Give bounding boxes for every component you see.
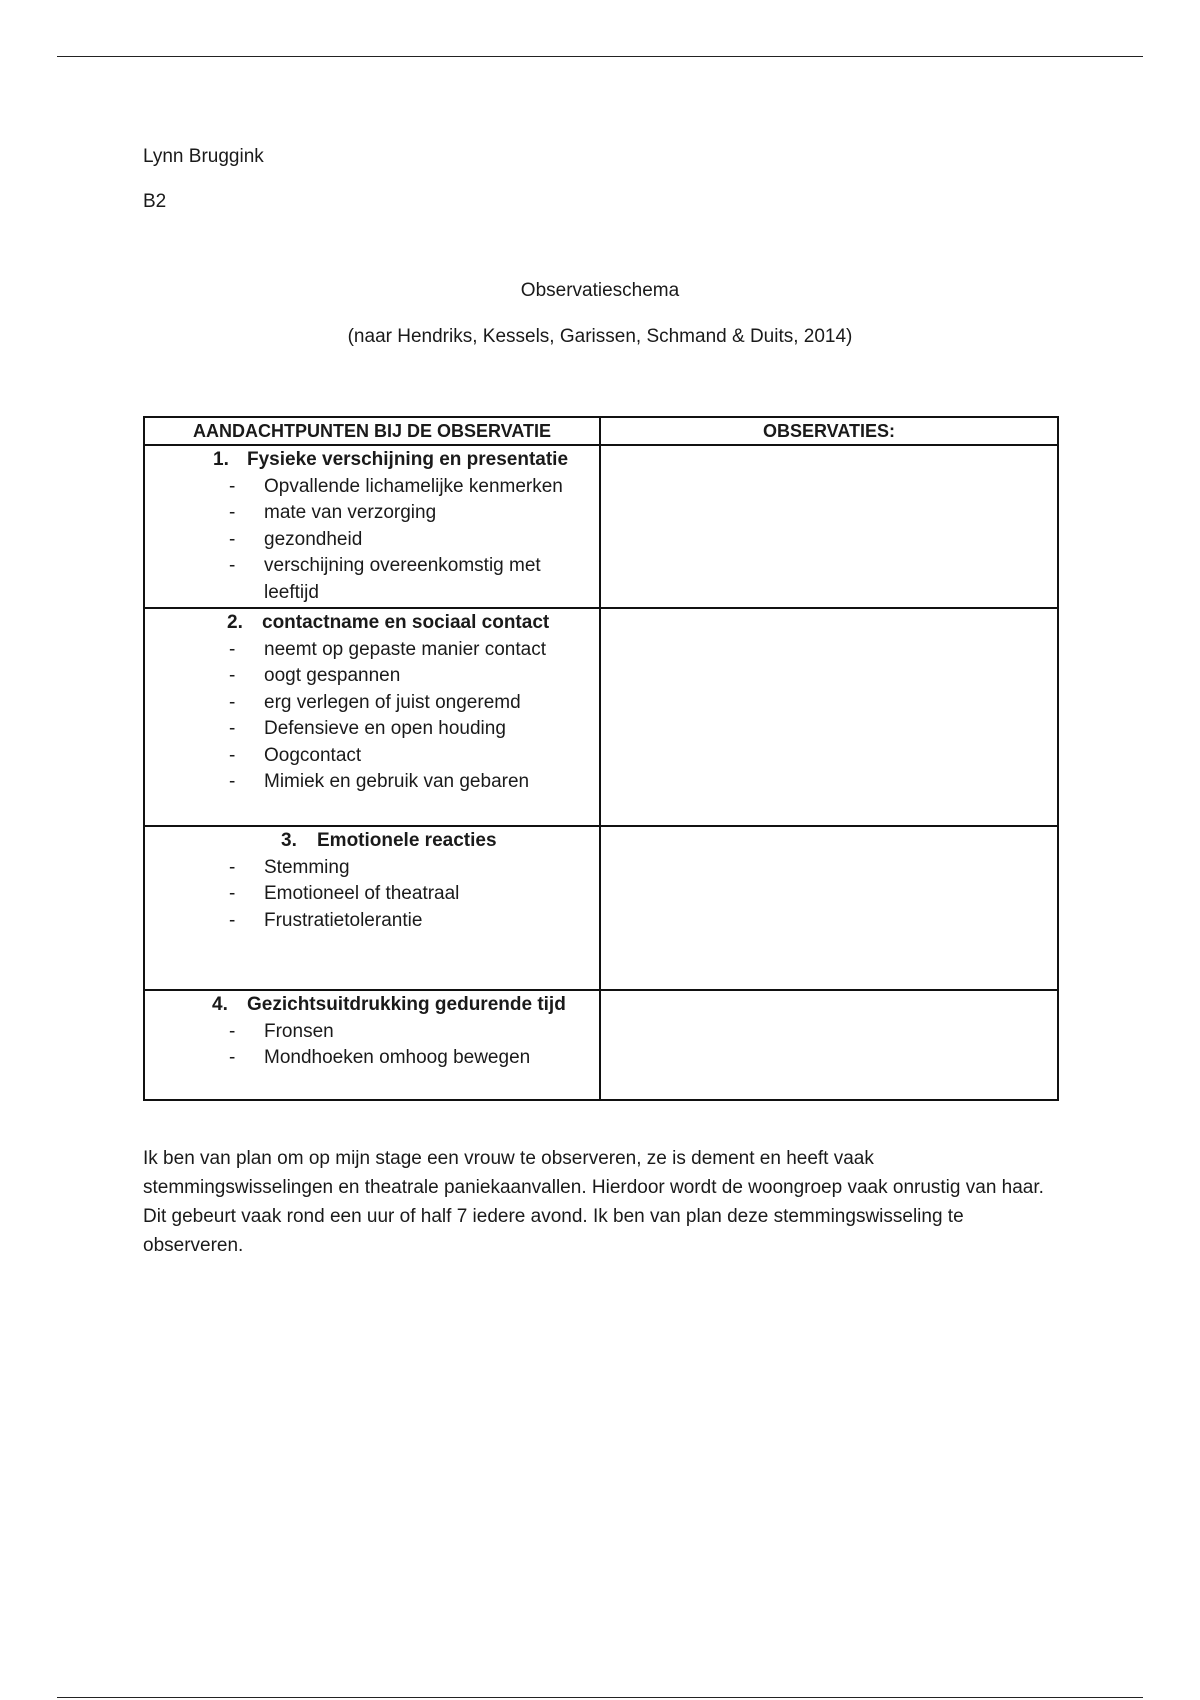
point-title: contactname en sociaal contact bbox=[262, 612, 550, 633]
point-title: Gezichtsuitdrukking gedurende tijd bbox=[247, 994, 566, 1015]
list-item: - oogt gespannen bbox=[145, 663, 599, 690]
table-row bbox=[144, 445, 1058, 608]
class-group: B2 bbox=[143, 191, 167, 212]
list-item: - Defensieve en open houding bbox=[145, 716, 599, 743]
point-number: 4. bbox=[212, 994, 228, 1015]
list-item: - mate van verzorging bbox=[145, 500, 599, 527]
point-number: 1. bbox=[213, 449, 229, 470]
point-number: 2. bbox=[227, 612, 243, 633]
document-title: Observatieschema bbox=[520, 280, 680, 301]
point-cell bbox=[144, 990, 600, 1100]
point-heading bbox=[145, 610, 599, 637]
point-title: Emotionele reacties bbox=[317, 830, 497, 851]
point-items bbox=[145, 474, 599, 607]
source-citation: (naar Hendriks, Kessels, Garissen, Schmand & Duits, 2014) bbox=[347, 326, 853, 347]
author-name: Lynn Bruggink bbox=[143, 146, 264, 167]
list-item: - erg verlegen of juist ongeremd bbox=[145, 690, 599, 717]
point-title: Fysieke verschijning en presentatie bbox=[247, 449, 569, 470]
point-items bbox=[145, 855, 599, 935]
list-item: - Frustratietolerantie bbox=[145, 908, 599, 935]
point-heading bbox=[145, 992, 599, 1019]
header-aandachtpunten: AANDACHTPUNTEN BIJ DE OBSERVATIE bbox=[144, 417, 600, 445]
observation-cell bbox=[600, 608, 1058, 826]
list-item: - Fronsen bbox=[145, 1019, 599, 1046]
point-cell bbox=[144, 608, 600, 826]
point-items bbox=[145, 637, 599, 796]
point-heading bbox=[145, 447, 599, 474]
list-item: - Mimiek en gebruik van gebaren bbox=[145, 769, 599, 796]
body-paragraph: Ik ben van plan om op mijn stage een vrouw te observeren, ze is dement en heeft vaak stemmingswisselingen en theatrale paniekaanvallen. Hierdoor wordt de woongroep vaak onrustig van haar. Dit gebeurt vaak rond een uur of half 7 iedere avond. Ik ben van plan deze stemmingswisseling te observeren. bbox=[143, 1148, 1044, 1256]
observation-table bbox=[143, 416, 1059, 1101]
list-item: - Mondhoeken omhoog bewegen bbox=[145, 1045, 599, 1072]
point-items bbox=[145, 1019, 599, 1072]
point-number: 3. bbox=[281, 830, 297, 851]
list-item: - Emotioneel of theatraal bbox=[145, 881, 599, 908]
observation-cell bbox=[600, 826, 1058, 990]
point-cell bbox=[144, 445, 600, 608]
bottom-rule bbox=[57, 1697, 1143, 1698]
observation-cell bbox=[600, 445, 1058, 608]
header-observaties: OBSERVATIES: bbox=[600, 417, 1058, 445]
list-item: - Opvallende lichamelijke kenmerken bbox=[145, 474, 599, 501]
observation-cell bbox=[600, 990, 1058, 1100]
table-row bbox=[144, 826, 1058, 990]
table-row bbox=[144, 608, 1058, 826]
table-header-row bbox=[144, 417, 1058, 445]
list-item: - gezondheid bbox=[145, 527, 599, 554]
list-item: - Oogcontact bbox=[145, 743, 599, 770]
table-row bbox=[144, 990, 1058, 1100]
point-heading bbox=[145, 828, 599, 855]
list-item: - Stemming bbox=[145, 855, 599, 882]
point-cell bbox=[144, 826, 600, 990]
list-item: - verschijning overeenkomstig met leeftijd bbox=[145, 553, 599, 606]
top-rule bbox=[57, 56, 1143, 57]
list-item: - neemt op gepaste manier contact bbox=[145, 637, 599, 664]
